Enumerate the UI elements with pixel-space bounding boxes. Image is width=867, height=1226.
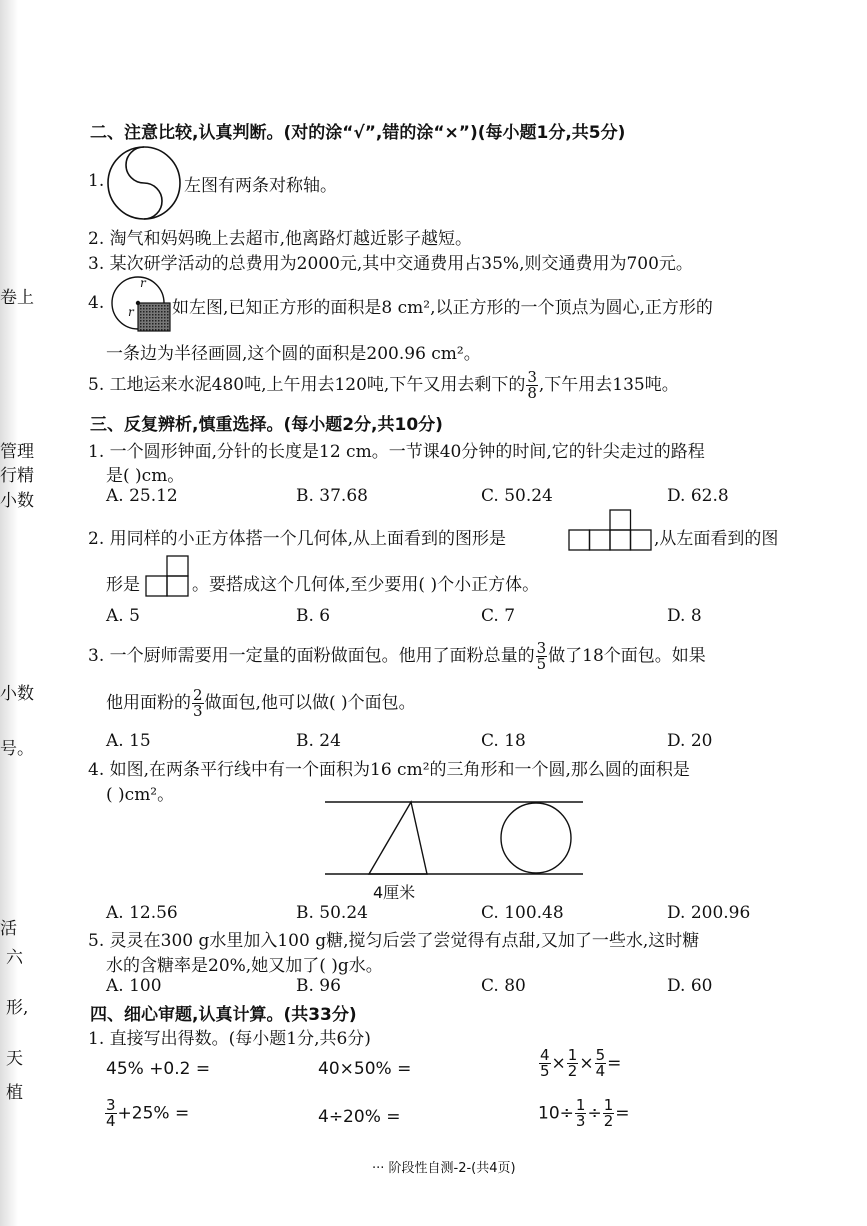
calc-4-rest: +25% = bbox=[117, 1103, 190, 1124]
fraction-numerator: 1 bbox=[567, 1046, 578, 1064]
s2-q4-number: 4. bbox=[88, 293, 105, 313]
fraction-numerator: 3 bbox=[536, 639, 547, 657]
option-c: C. 80 bbox=[481, 976, 526, 996]
margin-fragment: 活 bbox=[0, 919, 17, 939]
margin-fragment: 号。 bbox=[0, 739, 34, 759]
option-d: D. 200.96 bbox=[667, 903, 751, 923]
option-a: A. 15 bbox=[106, 731, 151, 751]
margin-fragment: 植 bbox=[6, 1083, 23, 1103]
calc-3 bbox=[538, 1048, 621, 1079]
fraction-numerator: 3 bbox=[527, 368, 537, 386]
fraction-numerator: 3 bbox=[106, 1096, 116, 1114]
option-b: B. 6 bbox=[296, 606, 331, 626]
fraction bbox=[526, 370, 538, 401]
s3-q3-line2 bbox=[106, 688, 416, 719]
calc-5: 4÷20% = bbox=[318, 1107, 401, 1127]
option-d: D. 8 bbox=[667, 606, 702, 626]
option-c: C. 100.48 bbox=[481, 903, 564, 923]
calc-6-pre: 10÷ bbox=[538, 1103, 574, 1124]
calc-4 bbox=[104, 1098, 189, 1129]
equals-sign: = bbox=[607, 1053, 622, 1074]
option-a: A. 5 bbox=[106, 606, 140, 626]
radius-label-left: r bbox=[128, 305, 134, 319]
equals-sign: = bbox=[615, 1103, 630, 1124]
option-d: D. 60 bbox=[667, 976, 713, 996]
yin-yang-circle-figure bbox=[106, 145, 182, 221]
s3-q5-line1: 5. 灵灵在300 g水里加入100 g糖,搅匀后尝了尝觉得有点甜,又加了一些水,这时糖 bbox=[88, 931, 700, 951]
option-c: C. 50.24 bbox=[481, 486, 553, 506]
fraction-denominator: 4 bbox=[106, 1112, 116, 1130]
top-view-cubes-figure bbox=[568, 509, 654, 551]
section-2-title: 二、注意比较,认真判断。(对的涂“√”,错的涂“×”)(每小题1分,共5分) bbox=[90, 123, 626, 143]
fraction bbox=[603, 1098, 615, 1129]
s3-q1-line2: 是( )cm。 bbox=[106, 466, 185, 486]
fraction-numerator: 1 bbox=[603, 1096, 614, 1114]
s2-q5 bbox=[88, 370, 679, 401]
margin-fragment: 卷上 bbox=[0, 288, 34, 308]
fraction-denominator: 2 bbox=[567, 1062, 578, 1080]
fraction-numerator: 2 bbox=[193, 686, 203, 704]
parallel-lines-figure bbox=[325, 798, 585, 880]
margin-fragment: 形, bbox=[6, 998, 29, 1018]
fraction bbox=[567, 1048, 579, 1079]
fraction-numerator: 4 bbox=[540, 1046, 550, 1064]
margin-fragment: 管理 bbox=[0, 442, 34, 462]
option-b: B. 96 bbox=[296, 976, 341, 996]
fraction-denominator: 4 bbox=[595, 1062, 606, 1080]
s3-q2-line1-post: ,从左面看到的图 bbox=[654, 529, 779, 549]
option-a: A. 12.56 bbox=[106, 903, 178, 923]
margin-fragment: 行精 bbox=[0, 466, 34, 486]
operator: ÷ bbox=[587, 1103, 602, 1124]
fraction bbox=[536, 641, 548, 672]
section-4-title: 四、细心审题,认真计算。(共33分) bbox=[90, 1005, 357, 1025]
page-footer: ··· 阶段性自测-2-(共4页) bbox=[372, 1161, 516, 1176]
option-d: D. 62.8 bbox=[667, 486, 729, 506]
s3-q5-line2: 水的含糖率是20%,她又加了( )g水。 bbox=[106, 956, 383, 976]
option-a: A. 25.12 bbox=[106, 486, 178, 506]
option-c: C. 7 bbox=[481, 606, 516, 626]
s3-q3-line1 bbox=[88, 641, 706, 672]
s2-q4-line2: 一条边为半径画圆,这个圆的面积是200.96 cm²。 bbox=[106, 344, 481, 364]
s2-q1-text: 左图有两条对称轴。 bbox=[184, 176, 337, 196]
fraction bbox=[575, 1098, 587, 1129]
option-b: B. 50.24 bbox=[296, 903, 368, 923]
s3-q1-line1: 1. 一个圆形钟面,分针的长度是12 cm。一节课40分钟的时间,它的针尖走过的路程 bbox=[88, 442, 705, 462]
margin-fragment: 小数 bbox=[0, 491, 34, 511]
calc-1: 45% +0.2 = bbox=[106, 1059, 211, 1079]
s4-sub1: 1. 直接写出得数。(每小题1分,共6分) bbox=[88, 1029, 371, 1049]
radius-label-top: r bbox=[140, 276, 146, 290]
s3-q4-line2: ( )cm²。 bbox=[106, 785, 175, 805]
s3-q2-line1-pre: 2. 用同样的小正方体搭一个几何体,从上面看到的图形是 bbox=[88, 529, 507, 549]
fraction-numerator: 5 bbox=[595, 1046, 606, 1064]
s2-q4-line1: 如左图,已知正方形的面积是8 cm²,以正方形的一个顶点为圆心,正方形的 bbox=[172, 298, 713, 318]
option-b: B. 37.68 bbox=[296, 486, 368, 506]
s2-q1-number: 1. bbox=[88, 171, 105, 191]
operator: × bbox=[551, 1053, 566, 1074]
s3-q3-line2-pre: 他用面粉的 bbox=[106, 693, 191, 713]
fraction bbox=[539, 1048, 551, 1079]
margin-fragment: 六 bbox=[6, 948, 23, 968]
fraction-denominator: 3 bbox=[575, 1112, 586, 1130]
option-b: B. 24 bbox=[296, 731, 341, 751]
s2-q5-post: ,下午用去135吨。 bbox=[538, 375, 679, 395]
circle-square-figure bbox=[104, 275, 172, 333]
fraction bbox=[105, 1098, 117, 1129]
calc-6 bbox=[538, 1098, 629, 1129]
fraction bbox=[595, 1048, 607, 1079]
option-c: C. 18 bbox=[481, 731, 526, 751]
fraction-denominator: 2 bbox=[603, 1112, 614, 1130]
s3-q3-line1-pre: 3. 一个厨师需要用一定量的面粉做面包。他用了面粉总量的 bbox=[88, 646, 535, 666]
fraction-denominator: 8 bbox=[527, 384, 537, 402]
triangle-base-label: 4厘米 bbox=[373, 883, 416, 902]
s3-q3-line2-post: 做面包,他可以做( )个面包。 bbox=[204, 693, 416, 713]
fraction-denominator: 3 bbox=[193, 702, 203, 720]
calc-2: 40×50% = bbox=[318, 1059, 412, 1079]
s2-q3: 3. 某次研学活动的总费用为2000元,其中交通费用占35%,则交通费用为700元。 bbox=[88, 254, 693, 274]
fraction-numerator: 1 bbox=[575, 1096, 586, 1114]
s3-q2-line2-post: 。要搭成这个几何体,至少要用( )个小正方体。 bbox=[192, 575, 540, 595]
margin-fragment: 小数 bbox=[0, 684, 34, 704]
s3-q2-line2-pre: 形是 bbox=[106, 575, 140, 595]
left-view-cubes-figure bbox=[145, 555, 191, 597]
option-a: A. 100 bbox=[106, 976, 162, 996]
fraction-denominator: 5 bbox=[536, 655, 547, 673]
fraction-denominator: 5 bbox=[540, 1062, 550, 1080]
s2-q2: 2. 淘气和妈妈晚上去超市,他离路灯越近影子越短。 bbox=[88, 229, 473, 249]
operator: × bbox=[579, 1053, 594, 1074]
s3-q3-line1-post: 做了18个面包。如果 bbox=[548, 646, 706, 666]
margin-fragment: 天 bbox=[6, 1049, 23, 1069]
fraction bbox=[192, 688, 204, 719]
s3-q4-line1: 4. 如图,在两条平行线中有一个面积为16 cm²的三角形和一个圆,那么圆的面积是 bbox=[88, 760, 690, 780]
s2-q5-pre: 5. 工地运来水泥480吨,上午用去120吨,下午又用去剩下的 bbox=[88, 375, 526, 395]
option-d: D. 20 bbox=[667, 731, 713, 751]
page-edge bbox=[0, 0, 18, 1226]
section-3-title: 三、反复辨析,慎重选择。(每小题2分,共10分) bbox=[90, 415, 443, 435]
